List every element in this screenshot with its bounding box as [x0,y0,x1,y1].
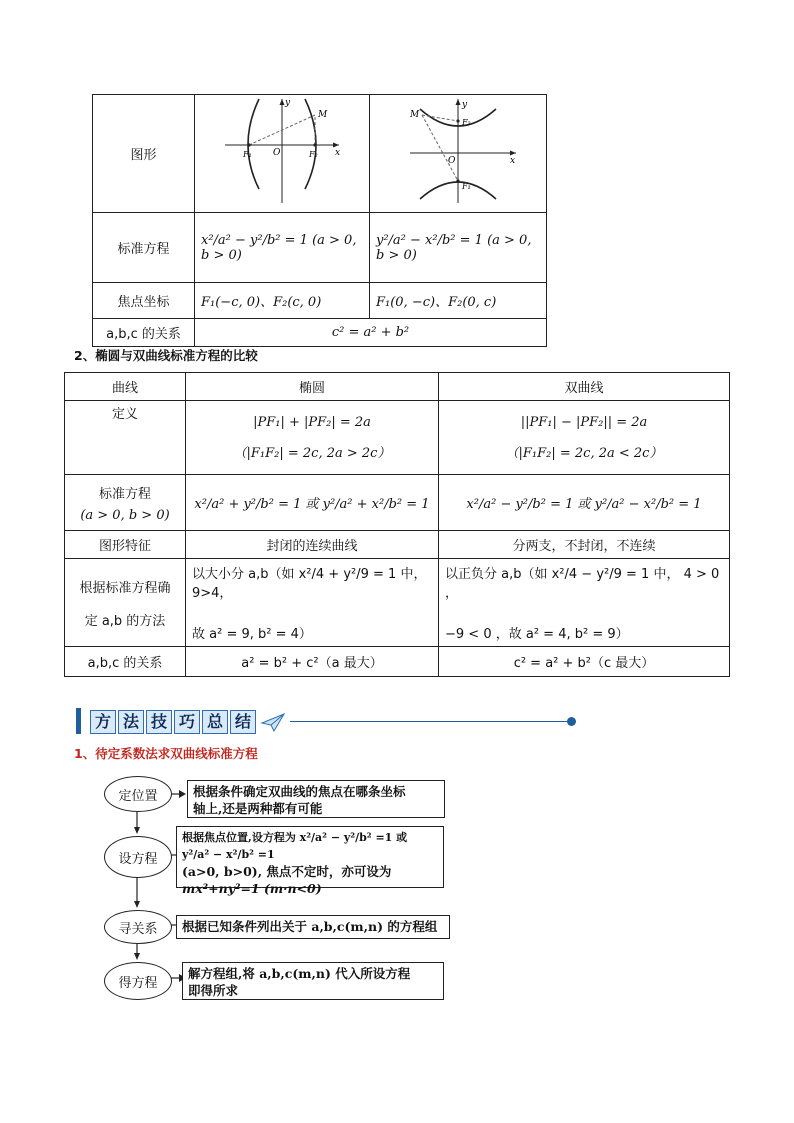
banner-char-6: 结 [230,710,256,734]
flow-box-set-l2: (a>0, b>0), 焦点不定时，亦可设为 [182,864,392,879]
row-label-definition: 定义 [65,401,186,475]
row-label-shape: 图形特征 [65,531,186,559]
abc-hyperbola: c² = a² + b²（c 最大） [439,647,730,677]
flow-step-find-relation: 寻关系 [104,910,172,944]
banner-line [290,721,570,722]
figure-horizontal-hyperbola [195,95,370,213]
foci-horizontal: F₁(−c, 0)、F₂(c, 0) [195,283,370,319]
flow-box-relation-l1: 根据已知条件列出关于 a,b,c(m,n) 的方程组 [182,919,438,934]
header-ellipse: 椭圆 [186,373,439,401]
method-hyperbola-2: −9 < 0 ，故 a² = 4, b² = 9） [445,627,629,642]
row-label-standard-cond: (a > 0, b > 0) [80,507,170,523]
definition-ellipse-eq: |PF₁| + |PF₂| = 2a [253,414,371,430]
fig1-f1-label: F₁ [243,150,252,159]
flow-box-set-equation [176,826,444,896]
vertical-hyperbola-diagram [370,95,546,208]
definition-hyperbola [439,401,730,475]
row-label-method [65,559,186,647]
fig2-m-label: M [410,110,420,120]
fig2-f2-label: F₂ [462,118,471,127]
paper-plane-icon [260,711,286,733]
flow-step-get-equation: 得方程 [104,962,172,1000]
flow-box-locate [187,780,445,818]
banner-char-3: 技 [146,710,172,734]
ellipse-hyperbola-comparison-table [64,372,730,677]
flow-box-get-l2: 即得所求 [188,983,239,998]
row-label-method-1: 根据标准方程确 [79,580,171,596]
row-label-standard-text: 标准方程 [98,486,151,502]
banner-method-summary [90,710,286,734]
section-title-undetermined-coefficients: 1、待定系数法求双曲线标准方程 [74,746,258,761]
shape-ellipse: 封闭的连续曲线 [186,531,439,559]
equation-vertical: y²/a² − x²/b² = 1 (a > 0, b > 0) [370,213,547,283]
flow-step-set-equation: 设方程 [104,836,172,878]
shape-hyperbola: 分两支，不封闭，不连续 [439,531,730,559]
definition-hyperbola-eq: ||PF₁| − |PF₂|| = 2a [520,414,648,430]
method-ellipse [186,559,439,647]
banner-char-5: 总 [202,710,228,734]
flow-box-locate-l1: 根据条件确定双曲线的焦点在哪条坐标 [193,784,406,799]
fig1-o-label: O [273,148,281,158]
fig2-y-label: y [462,100,468,110]
definition-ellipse [186,401,439,475]
standard-hyperbola: x²/a² − y²/b² = 1 或 y²/a² − x²/b² = 1 [439,475,730,531]
method-hyperbola [439,559,730,647]
fig1-x-label: x [335,148,341,158]
horizontal-hyperbola-diagram [195,95,369,208]
header-hyperbola: 双曲线 [439,373,730,401]
row-label-relation: a,b,c 的关系 [93,319,195,347]
row-label-standard [65,475,186,531]
fig1-y-label: y [285,98,291,108]
banner-line-dot [567,717,576,726]
banner-accent-bar [76,708,81,734]
flow-box-locate-l2: 轴上,还是两种都有可能 [193,801,323,816]
abc-ellipse: a² = b² + c²（a 最大） [186,647,439,677]
method-hyperbola-1: 以正负分 a,b（如 x²/4 − y²/9 = 1 中， 4 > 0 ， [445,567,720,601]
hyperbola-properties-table [92,94,547,347]
section-title-comparison: 2、椭圆与双曲线标准方程的比较 [74,348,258,363]
row-label-foci: 焦点坐标 [93,283,195,319]
fig2-x-label: x [510,156,516,166]
flow-step-locate: 定位置 [104,776,172,812]
relation-value: c² = a² + b² [195,319,547,347]
fig2-o-label: O [448,156,456,166]
equation-horizontal: x²/a² − y²/b² = 1 (a > 0, b > 0) [195,213,370,283]
header-curve: 曲线 [65,373,186,401]
fig1-f2-label: F₂ [309,150,318,159]
definition-hyperbola-cond: （|F₁F₂| = 2c, 2a < 2c） [505,445,663,461]
row-label-method-2: 定 a,b 的方法 [84,613,166,629]
fig2-f1-label: F₁ [462,182,471,191]
fig1-m-label: M [318,110,328,120]
banner-char-2: 法 [118,710,144,734]
flow-box-get-equation [182,962,444,1000]
banner-char-4: 巧 [174,710,200,734]
figure-vertical-hyperbola [370,95,547,213]
definition-ellipse-cond: （|F₁F₂| = 2c, 2a > 2c） [233,445,391,461]
method-ellipse-1: 以大小分 a,b（如 x²/4 + y²/9 = 1 中，9>4， [192,567,427,601]
flow-box-find-relation [176,915,450,939]
method-ellipse-2: 故 a² = 9, b² = 4） [192,627,312,642]
foci-vertical: F₁(0, −c)、F₂(0, c) [370,283,547,319]
flow-box-set-l1: 根据焦点位置,设方程为 x²/a² − y²/b² =1 或 y²/a² − x²/b² =1 [182,831,408,861]
row-label-abc: a,b,c 的关系 [65,647,186,677]
flow-box-get-l1: 解方程组,将 a,b,c(m,n) 代入所设方程 [188,966,411,981]
row-label-figure: 图形 [93,95,195,213]
standard-ellipse: x²/a² + y²/b² = 1 或 y²/a² + x²/b² = 1 [186,475,439,531]
banner-char-1: 方 [90,710,116,734]
flow-box-set-l3: mx²+ny²=1 (m·n<0) [182,881,322,896]
row-label-equation: 标准方程 [93,213,195,283]
